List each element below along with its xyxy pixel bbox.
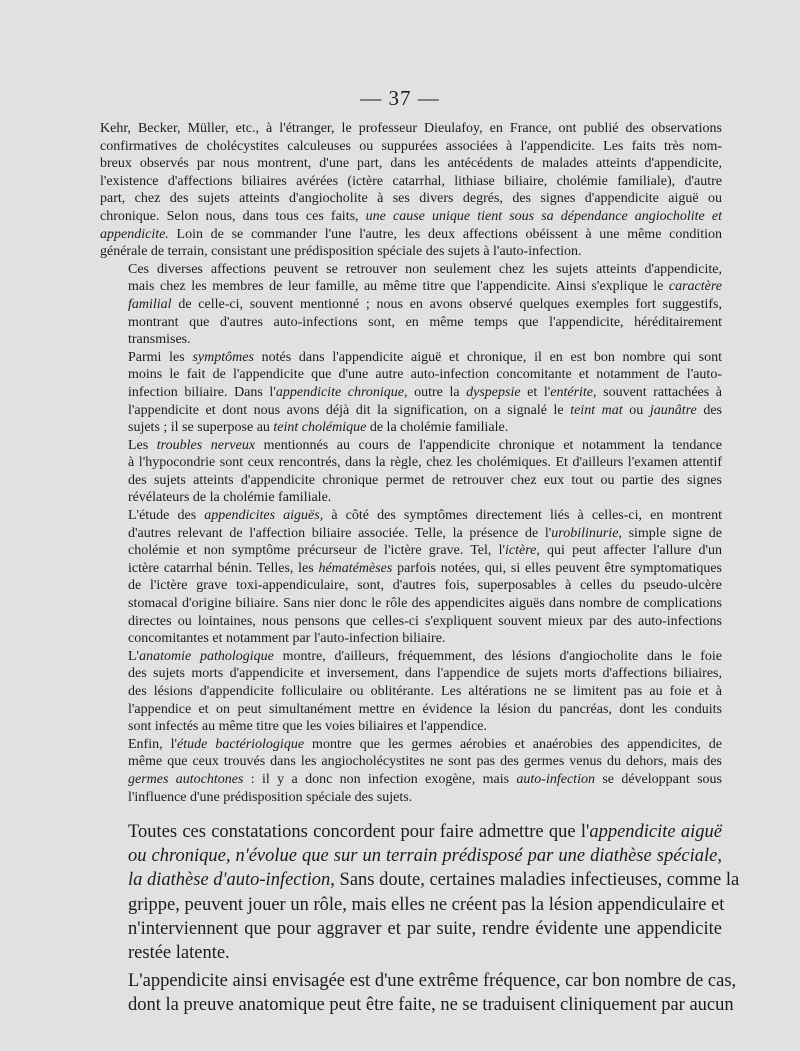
- text-line: [100, 753, 722, 771]
- text-run: de la cholémie familiale.: [366, 420, 509, 436]
- italic-phrase: auto-infection: [516, 771, 595, 787]
- text-line: [100, 917, 722, 941]
- text-run: l'influence d'une prédisposition spéciale des sujets.: [128, 789, 413, 805]
- text-run: L'appendicite ainsi envisagée est d'une extrême fréquence, car bon nombre de cas,: [128, 971, 737, 992]
- paragraph: [100, 820, 740, 965]
- italic-phrase: anatomie pathologique: [139, 648, 274, 664]
- text-run: mais chez les membres de leur famille, au même titre que l'appendicite. Ainsi s'explique le: [128, 279, 669, 295]
- text-line: [100, 314, 722, 332]
- text-run: de l'ictère grave toxi-appendiculaire, sont, d'autres fois, superposables à celles du pseudo-ulcère: [128, 578, 722, 594]
- small-print-section: [100, 120, 722, 806]
- text-run: Les: [128, 437, 157, 453]
- italic-phrase: la diathèse d'auto-infection: [128, 870, 331, 891]
- text-run: révélateurs de la cholémie familiale.: [128, 490, 332, 506]
- text-run: Parmi les: [128, 349, 193, 365]
- text-line: [100, 208, 722, 226]
- text-run: mentionnés au cours de l'appendicite chronique et notamment la tendance: [255, 437, 722, 453]
- text-run: , souvent rattachées à: [593, 384, 723, 400]
- paragraph: [100, 736, 722, 806]
- text-line: [100, 665, 722, 683]
- text-run: Ces diverses affections peuvent se retrouver non seulement chez les sujets atteints d'appendicite,: [128, 261, 722, 277]
- text-run: montrant que d'autres auto-infections sont, en même temps que l'appendicite, héréditairement: [128, 314, 722, 330]
- text-run: montre, d'ailleurs, fréquemment, des lésions d'angiocholite dans le foie: [273, 648, 722, 664]
- italic-phrase: ou chronique, n'évolue que sur un terrain prédisposé par une diathèse spéciale,: [128, 846, 722, 867]
- text-line: [100, 613, 722, 631]
- text-line: [100, 789, 722, 807]
- italic-phrase: hématémèses: [318, 560, 393, 576]
- text-run: et l': [520, 384, 551, 400]
- text-run: cholémie et non symptôme précurseur de l'ictère grave. Tel, l': [128, 543, 505, 559]
- paragraph: [100, 120, 722, 261]
- text-run: l'appendice et on peut simultanément mettre en évidence la lésion du pancréas, dont les conduits: [128, 701, 722, 717]
- page-number: — 37 —: [360, 86, 440, 110]
- text-run: des sujets morts d'appendicite et inversement, dans l'appendice de sujets morts d'affections biliaires,: [128, 666, 722, 682]
- text-run: L'étude des: [128, 508, 205, 524]
- text-run: des: [696, 402, 722, 418]
- text-line: [100, 820, 722, 844]
- text-run: des sujets atteints d'appendicite chronique permet de retrouver chez eux tout ou partie des signes: [128, 472, 722, 488]
- text-run: moins le fait de l'appendicite que d'une autre auto-infection concomitante et notamment de l'auto-: [128, 367, 722, 383]
- text-line: [100, 718, 722, 736]
- text-line: [100, 969, 737, 993]
- text-line: [100, 507, 722, 525]
- text-run: concomitantes et notamment par l'auto-infection biliaire.: [128, 631, 446, 647]
- text-run: à l'hypocondrie sont ceux rencontrés, dans la règle, chez les cholémiques. Et d'ailleurs l'examen attentif: [128, 455, 722, 471]
- italic-phrase: jaunâtre: [649, 402, 697, 418]
- text-run: part, chez des sujets atteints d'angiocholite à ses divers degrés, des signes d'appendicite aiguë ou: [100, 191, 722, 207]
- text-run: breux observés par nous montrent, d'une part, dans les antécédents de malades atteints d'appendicite,: [100, 156, 722, 172]
- text-run: l'existence d'affections biliaires avérées (ictère catarrhal, lithiase biliaire, cholémie familiale), d'autre: [100, 173, 722, 189]
- text-line: [100, 402, 722, 420]
- italic-phrase: appendicite aiguë: [589, 822, 723, 842]
- text-run: notés dans l'appendicite aiguë et chronique, il en est bon nombre qui sont: [253, 349, 723, 365]
- text-line: [100, 771, 722, 789]
- italic-phrase: appendicite chronique: [275, 384, 405, 400]
- text-line: [100, 941, 722, 965]
- text-line: [100, 868, 740, 892]
- text-run: Toutes ces constatations concordent pour faire admettre que l': [128, 822, 590, 842]
- text-run: d'autres relevant de l'affection biliaire associée. Telle, la présence de l': [128, 525, 552, 541]
- text-line: [100, 736, 722, 754]
- text-run: ou: [622, 402, 650, 418]
- paragraph: [100, 648, 722, 736]
- text-run: , Sans doute, certaines maladies infectieuses, comme la: [330, 870, 740, 891]
- text-line: [100, 190, 722, 208]
- text-line: [100, 844, 722, 868]
- text-run: l'appendicite et dont nous avons déjà dit la signification, on a signalé le: [128, 402, 571, 418]
- italic-phrase: urobilinurie: [551, 525, 619, 541]
- text-line: [100, 331, 722, 349]
- text-run: Loin de se commander l'une l'autre, les deux affections obéissent à une même condition: [168, 226, 722, 242]
- large-print-section: [100, 820, 740, 1018]
- text-run: n'interviennent que pour aggraver et par suite, rendre évidente une appendicite: [128, 918, 722, 939]
- text-line: [100, 577, 722, 595]
- text-run: sujets ; il se superpose au: [128, 420, 274, 436]
- text-run: : il y a donc non infection exogène, mais: [243, 771, 517, 787]
- text-run: sont infectés au même titre que les voies biliaires et l'appendice.: [128, 719, 488, 735]
- italic-phrase: teint cholémique: [273, 420, 367, 436]
- text-run: de celle-ci, souvent mentionné ; nous en avons observé quelques exemples fort suggestifs,: [171, 296, 722, 312]
- text-run: grippe, peuvent jouer un rôle, mais elles ne créent pas la lésion appendiculaire et: [128, 894, 725, 915]
- text-run: même que ceux trouvés dans les angiocholécystites ne sont pas des germes venus du dehors, mais des: [128, 754, 722, 770]
- italic-phrase: germes autochtones: [128, 771, 244, 787]
- text-run: restée latente.: [128, 943, 230, 964]
- text-line: [100, 683, 722, 701]
- text-run: L': [128, 648, 140, 664]
- paragraph: [100, 437, 722, 507]
- italic-phrase: ictère: [505, 543, 537, 559]
- text-run: parfois notées, qui, si elles peuvent être symptomatiques: [392, 560, 722, 576]
- paragraph: [100, 349, 722, 437]
- text-line: [100, 296, 722, 314]
- text-run: confirmatives de cholécystites calculeuses ou suppurées associées à l'appendicite. Les faits très nom-: [100, 138, 722, 154]
- text-run: transmises.: [128, 332, 191, 348]
- text-line: [100, 701, 722, 719]
- text-line: [100, 155, 722, 173]
- text-line: [100, 595, 722, 613]
- text-line: [100, 630, 722, 648]
- text-line: [100, 243, 722, 261]
- paragraph: [100, 507, 722, 648]
- italic-phrase: caractère: [668, 279, 722, 295]
- text-run: Kehr, Becker, Müller, etc., à l'étranger, le professeur Dieulafoy, en France, ont publié des observations: [100, 121, 722, 136]
- italic-phrase: appendicites aiguës: [204, 508, 320, 524]
- text-line: [100, 384, 722, 402]
- text-line: [100, 419, 722, 437]
- text-run: ictère catarrhal bénin. Telles, les: [128, 560, 319, 576]
- text-line: [100, 893, 725, 917]
- italic-phrase: une cause unique tient sous sa dépendance angiocholite et: [365, 208, 722, 224]
- text-run: Enfin, l': [128, 736, 178, 752]
- text-run: chronique. Selon nous, dans tous ces faits,: [100, 208, 366, 224]
- text-run: infection biliaire. Dans l': [128, 384, 276, 400]
- text-line: [100, 366, 722, 384]
- paragraph: [100, 261, 722, 349]
- italic-phrase: dyspepsie: [466, 384, 521, 400]
- text-line: [100, 993, 734, 1017]
- italic-phrase: troubles nerveux: [156, 437, 256, 453]
- text-line: [100, 560, 722, 578]
- italic-phrase: étude bactériologique: [177, 736, 305, 752]
- italic-phrase: symptômes: [192, 349, 254, 365]
- text-line: [100, 525, 722, 543]
- italic-phrase: teint mat: [570, 402, 623, 418]
- text-run: stomacal d'origine biliaire. Sans nier donc le rôle des appendicites aiguës dans nombre de complications: [128, 596, 722, 612]
- italic-phrase: appendicite.: [100, 226, 169, 242]
- text-run: , simple signe de: [618, 525, 722, 541]
- text-run: générale de terrain, consistant une prédisposition spéciale des sujets à l'auto-infection.: [100, 244, 582, 260]
- text-run: se développant sous: [594, 771, 723, 787]
- text-line: [100, 138, 722, 156]
- text-line: [100, 472, 722, 490]
- text-line: [100, 437, 722, 455]
- text-run: , outre la: [404, 384, 467, 400]
- text-line: [100, 648, 722, 666]
- text-line: [100, 226, 722, 244]
- text-run: des lésions d'appendicite folliculaire ou oblitérante. Les altérations ne se limitent pas au foie et à: [128, 684, 722, 699]
- text-line: [100, 489, 722, 507]
- text-run: directes ou lointaines, nous pensons que celles-ci s'expliquent souvent mieux par des auto-infections: [128, 613, 722, 629]
- italic-phrase: familial: [128, 296, 172, 312]
- text-run: montre que les germes aérobies et anaérobies des appendicites, de: [304, 736, 722, 752]
- text-line: [100, 120, 722, 138]
- text-line: [100, 542, 722, 560]
- text-run: , à côté des symptômes directement liés à celles-ci, en montrent: [319, 508, 722, 524]
- text-line: [100, 349, 722, 367]
- text-line: [100, 454, 722, 472]
- text-run: dont la preuve anatomique peut être faite, ne se traduisent cliniquement par aucun: [128, 995, 734, 1016]
- text-line: [100, 261, 722, 279]
- text-line: [100, 278, 722, 296]
- paragraph: [100, 969, 737, 1017]
- text-line: [100, 173, 722, 191]
- text-run: , qui peut affecter l'allure d'un: [536, 543, 722, 559]
- italic-phrase: entérite: [550, 384, 594, 400]
